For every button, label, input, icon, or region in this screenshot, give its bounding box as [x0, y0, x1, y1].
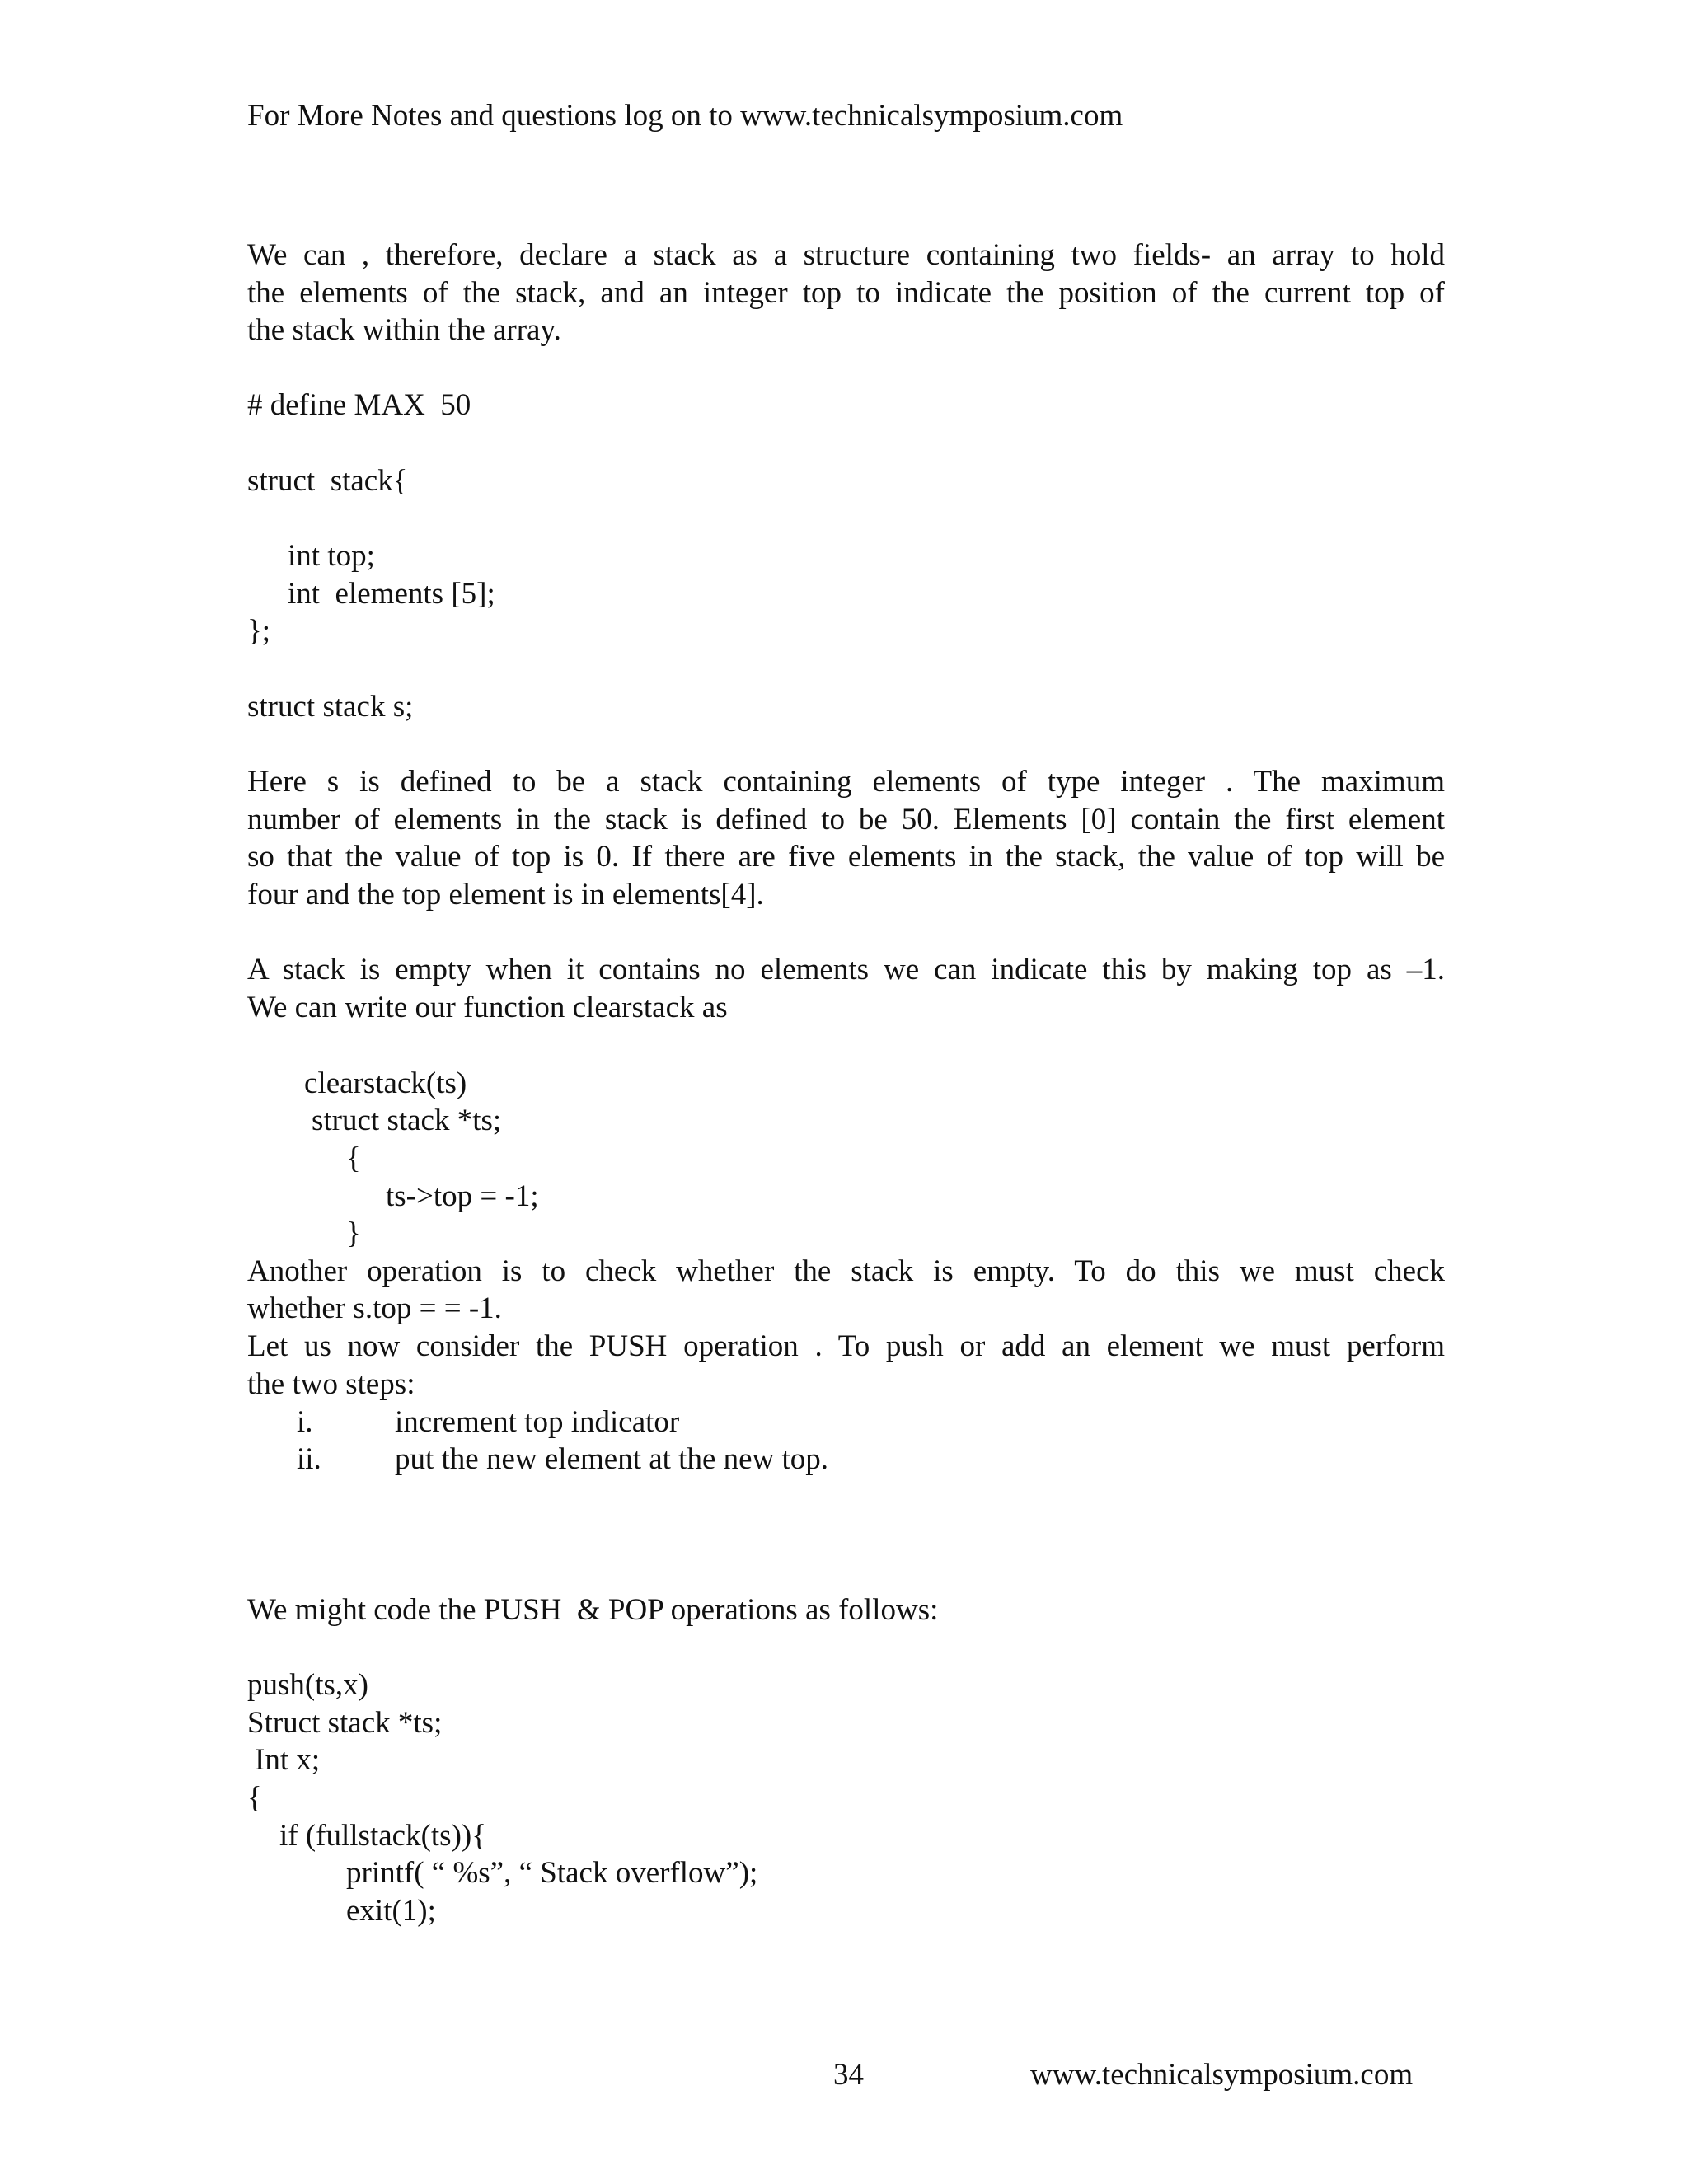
paragraph-line: Let us now consider the PUSH operation . To push or add an element we must perform — [247, 1329, 1445, 1363]
paragraph-line: Here s is defined to be a stack containing elements of type integer . The maximum — [247, 765, 1445, 799]
code-line: { — [346, 1141, 361, 1175]
code-line: clearstack(ts) — [304, 1066, 467, 1100]
code-line: struct stack s; — [247, 690, 414, 724]
step-number: i. — [297, 1405, 313, 1439]
paragraph-line: Another operation is to check whether the stack is empty. To do this we must check — [247, 1254, 1445, 1288]
step-number: ii. — [297, 1442, 321, 1476]
paragraph-line: We might code the PUSH & POP operations as follows: — [247, 1593, 939, 1627]
code-line: }; — [247, 614, 271, 648]
code-line: int top; — [288, 539, 375, 573]
code-line: int elements [5]; — [288, 577, 495, 611]
step-text: put the new element at the new top. — [395, 1442, 829, 1476]
page-number: 34 — [833, 2058, 864, 2092]
paragraph-line: so that the value of top is 0. If there are five elements in the stack, the value of top will be — [247, 840, 1445, 874]
step-text: increment top indicator — [395, 1405, 680, 1439]
paragraph-line: number of elements in the stack is defined to be 50. Elements [0] contain the first element — [247, 803, 1445, 837]
paragraph-line: A stack is empty when it contains no elements we can indicate this by making top as –1. — [247, 953, 1445, 987]
code-line: push(ts,x) — [247, 1668, 368, 1702]
paragraph-line: the stack within the array. — [247, 313, 561, 347]
code-line: exit(1); — [346, 1894, 436, 1928]
code-line: printf( “ %s”, “ Stack overflow”); — [346, 1856, 758, 1890]
paragraph-line: the two steps: — [247, 1367, 415, 1401]
code-line: # define MAX 50 — [247, 388, 471, 422]
code-line: Int x; — [255, 1743, 321, 1777]
paragraph-line: four and the top element is in elements[4]. — [247, 878, 764, 912]
paragraph-line: whether s.top = = -1. — [247, 1291, 502, 1325]
footer-url: www.technicalsymposium.com — [1030, 2058, 1414, 2092]
code-line: Struct stack *ts; — [247, 1706, 443, 1740]
code-line: } — [346, 1216, 361, 1250]
code-line: struct stack{ — [247, 464, 408, 498]
page-header: For More Notes and questions log on to www.technicalsymposium.com — [247, 99, 1123, 133]
paragraph-line: the elements of the stack, and an integer top to indicate the position of the current top of — [247, 276, 1445, 310]
code-line: { — [247, 1781, 262, 1815]
code-line: ts->top = -1; — [386, 1179, 539, 1213]
paragraph-line: We can write our function clearstack as — [247, 991, 728, 1024]
code-line: if (fullstack(ts)){ — [279, 1819, 486, 1853]
paragraph-line: We can , therefore, declare a stack as a structure containing two fields- an array to hold — [247, 238, 1445, 272]
code-line: struct stack *ts; — [312, 1104, 502, 1137]
